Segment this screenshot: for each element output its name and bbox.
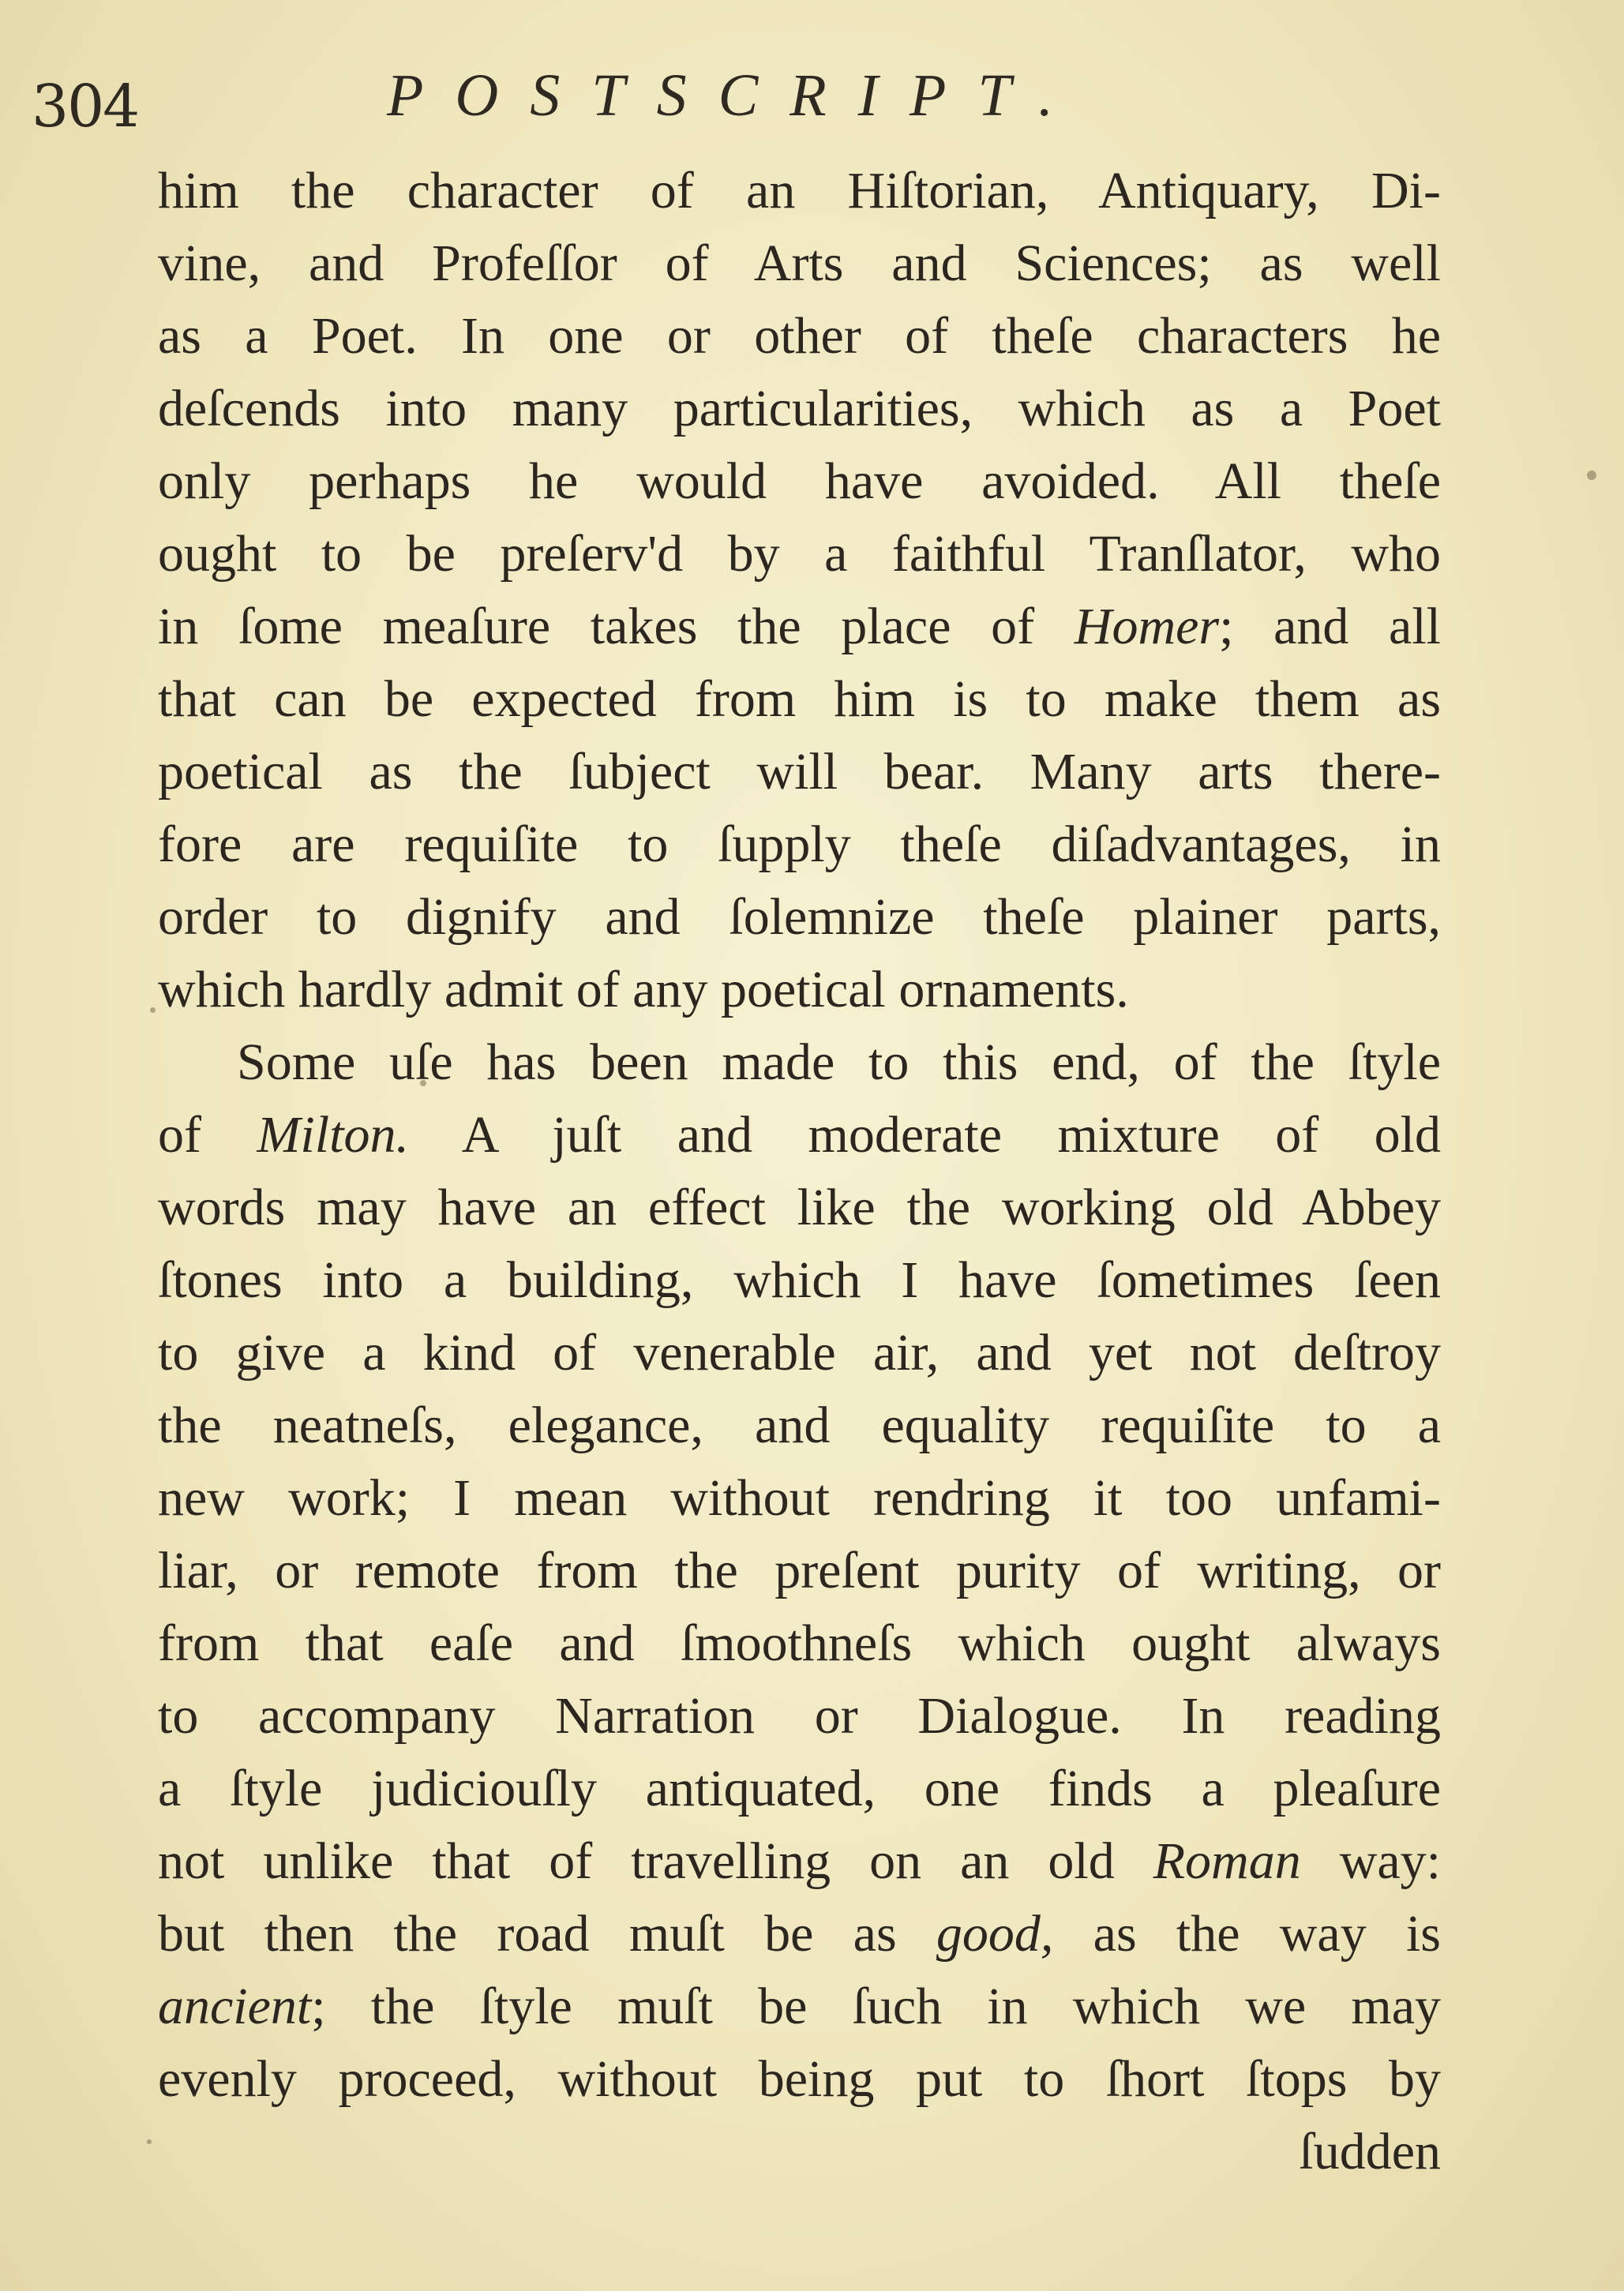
text-line xyxy=(158,663,1441,736)
text-line xyxy=(158,736,1441,808)
text-line xyxy=(158,373,1441,445)
text-run: to accompany Narration or Dialogue. In reading xyxy=(158,1687,1441,1745)
text-line xyxy=(158,1389,1441,1462)
text-line xyxy=(158,1607,1441,1680)
italic-word: ancient xyxy=(158,1978,312,2035)
text-line xyxy=(158,445,1441,518)
text-run: Some uſe has been made to this end, of the ſtyle xyxy=(237,1033,1441,1091)
italic-word: Roman xyxy=(1153,1832,1301,1890)
text-run: deſcends into many particularities, which as a Poet xyxy=(158,380,1441,437)
text-line xyxy=(158,1898,1441,1970)
text-run: as a Poet. In one or other of theſe characters he xyxy=(158,307,1441,365)
page-number: 304 xyxy=(32,73,139,141)
text-run: him the character of an Hiſtorian, Antiquary, Di- xyxy=(158,162,1441,219)
italic-word: Homer xyxy=(1074,598,1220,655)
text-run: but then the road muſt be as xyxy=(158,1905,936,1963)
text-run: a ſtyle judiciouſly antiquated, one finds a pleaſure xyxy=(158,1760,1441,1817)
text-line xyxy=(158,1099,1441,1172)
text-line xyxy=(158,2043,1441,2116)
text-line xyxy=(158,1462,1441,1535)
text-run: ſtones into a building, which I have ſometimes ſeen xyxy=(158,1251,1441,1309)
text-line xyxy=(158,1753,1441,1825)
text-run: as the way is xyxy=(1053,1905,1441,1963)
italic-word: good, xyxy=(936,1905,1054,1963)
text-run: not unlike that of travelling on an old xyxy=(158,1832,1153,1890)
text-line xyxy=(158,1172,1441,1244)
text-line xyxy=(158,518,1441,591)
italic-word: Milton. xyxy=(257,1106,409,1164)
text-line xyxy=(158,300,1441,373)
text-line xyxy=(158,1825,1441,1898)
text-run: liar, or remote from the preſent purity of writing, or xyxy=(158,1542,1441,1599)
text-line xyxy=(158,1026,1441,1099)
paper-spot xyxy=(147,2139,152,2144)
text-run: which hardly admit of any poetical ornaments. xyxy=(158,961,1129,1018)
text-run: evenly proceed, without being put to ſhort ſtops by xyxy=(158,2050,1441,2108)
text-run: way: xyxy=(1300,1832,1442,1890)
text-run: ; and all xyxy=(1219,598,1441,655)
text-run: that can be expected from him is to make them as xyxy=(158,670,1441,728)
text-line xyxy=(158,808,1441,881)
text-line xyxy=(158,1535,1441,1607)
text-line xyxy=(158,1244,1441,1317)
text-line xyxy=(158,954,1441,1026)
catchword: ſudden xyxy=(1299,2123,1441,2180)
paper-spot xyxy=(150,1007,156,1013)
text-line xyxy=(158,1680,1441,1753)
text-run: of xyxy=(158,1106,257,1164)
text-line xyxy=(158,227,1441,300)
text-line xyxy=(158,1317,1441,1389)
text-run: new work; I mean without rendring it too unfami- xyxy=(158,1469,1441,1527)
text-run: only perhaps he would have avoided. All theſe xyxy=(158,452,1441,510)
text-run: words may have an effect like the working old Abbey xyxy=(158,1179,1441,1236)
text-run: ought to be preſerv'd by a faithful Tranſlator, who xyxy=(158,525,1441,583)
body-text xyxy=(158,155,1441,2188)
text-run: ; the ſtyle muſt be ſuch in which we may xyxy=(311,1978,1441,2035)
text-run: to give a kind of venerable air, and yet not deſtroy xyxy=(158,1324,1441,1382)
text-line xyxy=(158,591,1441,663)
text-run: A juſt and moderate mixture of old xyxy=(408,1106,1441,1164)
text-run: poetical as the ſubject will bear. Many arts there- xyxy=(158,743,1441,801)
paper-spot xyxy=(1587,471,1596,480)
text-line xyxy=(158,155,1441,227)
text-line xyxy=(158,881,1441,954)
text-run: fore are requiſite to ſupply theſe diſadvantages, in xyxy=(158,816,1441,873)
text-run: vine, and Profeſſor of Arts and Sciences; as well xyxy=(158,234,1441,292)
text-line xyxy=(158,1970,1441,2043)
running-head: POSTSCRIPT. xyxy=(387,62,1086,129)
text-run: the neatneſs, elegance, and equality requiſite to a xyxy=(158,1397,1441,1454)
text-run: order to dignify and ſolemnize theſe plainer parts, xyxy=(158,888,1441,946)
text-run: from that eaſe and ſmoothneſs which ought always xyxy=(158,1614,1441,1672)
text-run: in ſome meaſure takes the place of xyxy=(158,598,1075,655)
